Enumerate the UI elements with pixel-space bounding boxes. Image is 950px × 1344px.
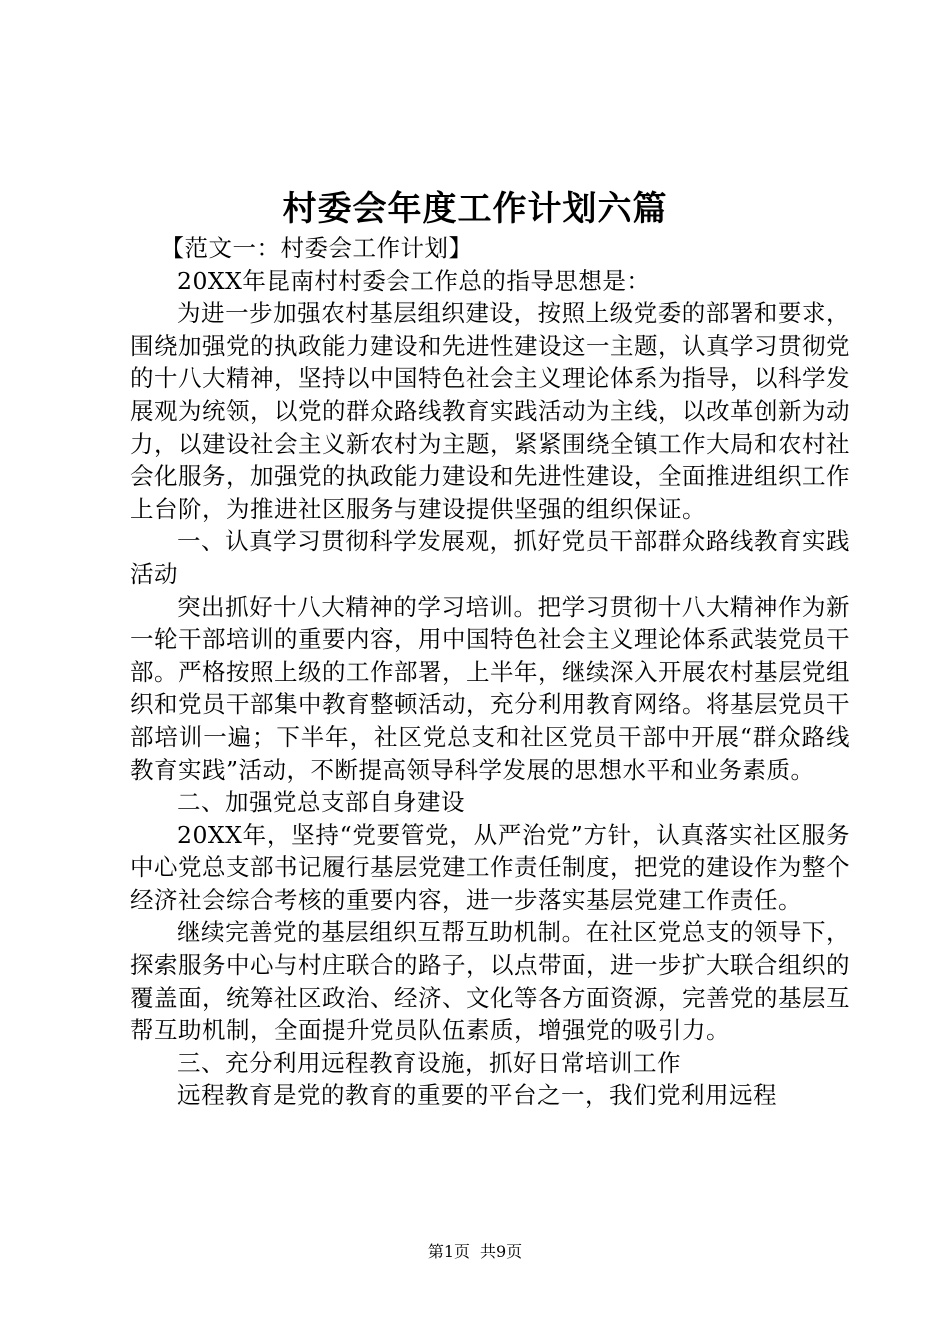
- paragraph: 20XX年，坚持“党要管党，从严治党”方针，认真落实社区服务中心党总支部书记履行基层党建工作责任制度，把党的建设作为整个经济社会综合考核的重要内容，进一步落实基层党建工作责任。: [130, 820, 850, 914]
- page-footer: [0, 1241, 950, 1263]
- section-heading: 一、认真学习贯彻科学发展观，抓好党员干部群众路线教育实践活动: [130, 527, 850, 588]
- paragraph: 继续完善党的基层组织互帮互助机制。在社区党总支的领导下，探索服务中心与村庄联合的路子，以点带面，进一步扩大联合组织的覆盖面，统筹社区政治、经济、文化等各方面资源，完善党的基层互帮互助机制，全面提升党员队伍素质，增强党的吸引力。: [130, 918, 850, 1045]
- section-heading: 三、充分利用远程教育设施，抓好日常培训工作: [177, 1048, 681, 1077]
- page-number: 第1页: [427, 1242, 470, 1261]
- document-body: [130, 232, 850, 1112]
- document-title: 村委会年度工作计划六篇: [282, 189, 668, 229]
- page-total: 共9页: [480, 1242, 523, 1261]
- paragraph: 突出抓好十八大精神的学习培训。把学习贯彻十八大精神作为新一轮干部培训的重要内容，用中国特色社会主义理论体系武装党员干部。严格按照上级的工作部署，上半年，继续深入开展农村基层党组织和党员干部集中教育整顿活动，充分利用教育网络。将基层党员干部培训一遍；下半年，社区党总支和社区党员干部中开展“群众路线教育实践”活动，不断提高领导科学发展的思想水平和业务素质。: [130, 592, 850, 784]
- paragraph: 20XX年昆南村村委会工作总的指导思想是：: [177, 266, 651, 295]
- section-heading: 二、加强党总支部自身建设: [177, 788, 465, 817]
- section-label: 【范文一：村委会工作计划】: [160, 234, 473, 262]
- paragraph: 远程教育是党的教育的重要的平台之一，我们党利用远程: [177, 1081, 777, 1110]
- paragraph: 为进一步加强农村基层组织建设，按照上级党委的部署和要求，围绕加强党的执政能力建设和先进性建设这一主题，认真学习贯彻党的十八大精神，坚持以中国特色社会主义理论体系为指导，以科学发展观为统领，以党的群众路线教育实践活动为主线，以改革创新为动力，以建设社会主义新农村为主题，紧紧围绕全镇工作大局和农村社会化服务，加强党的执政能力建设和先进性建设，全面推进组织工作上台阶，为推进社区服务与建设提供坚强的组织保证。: [130, 299, 850, 523]
